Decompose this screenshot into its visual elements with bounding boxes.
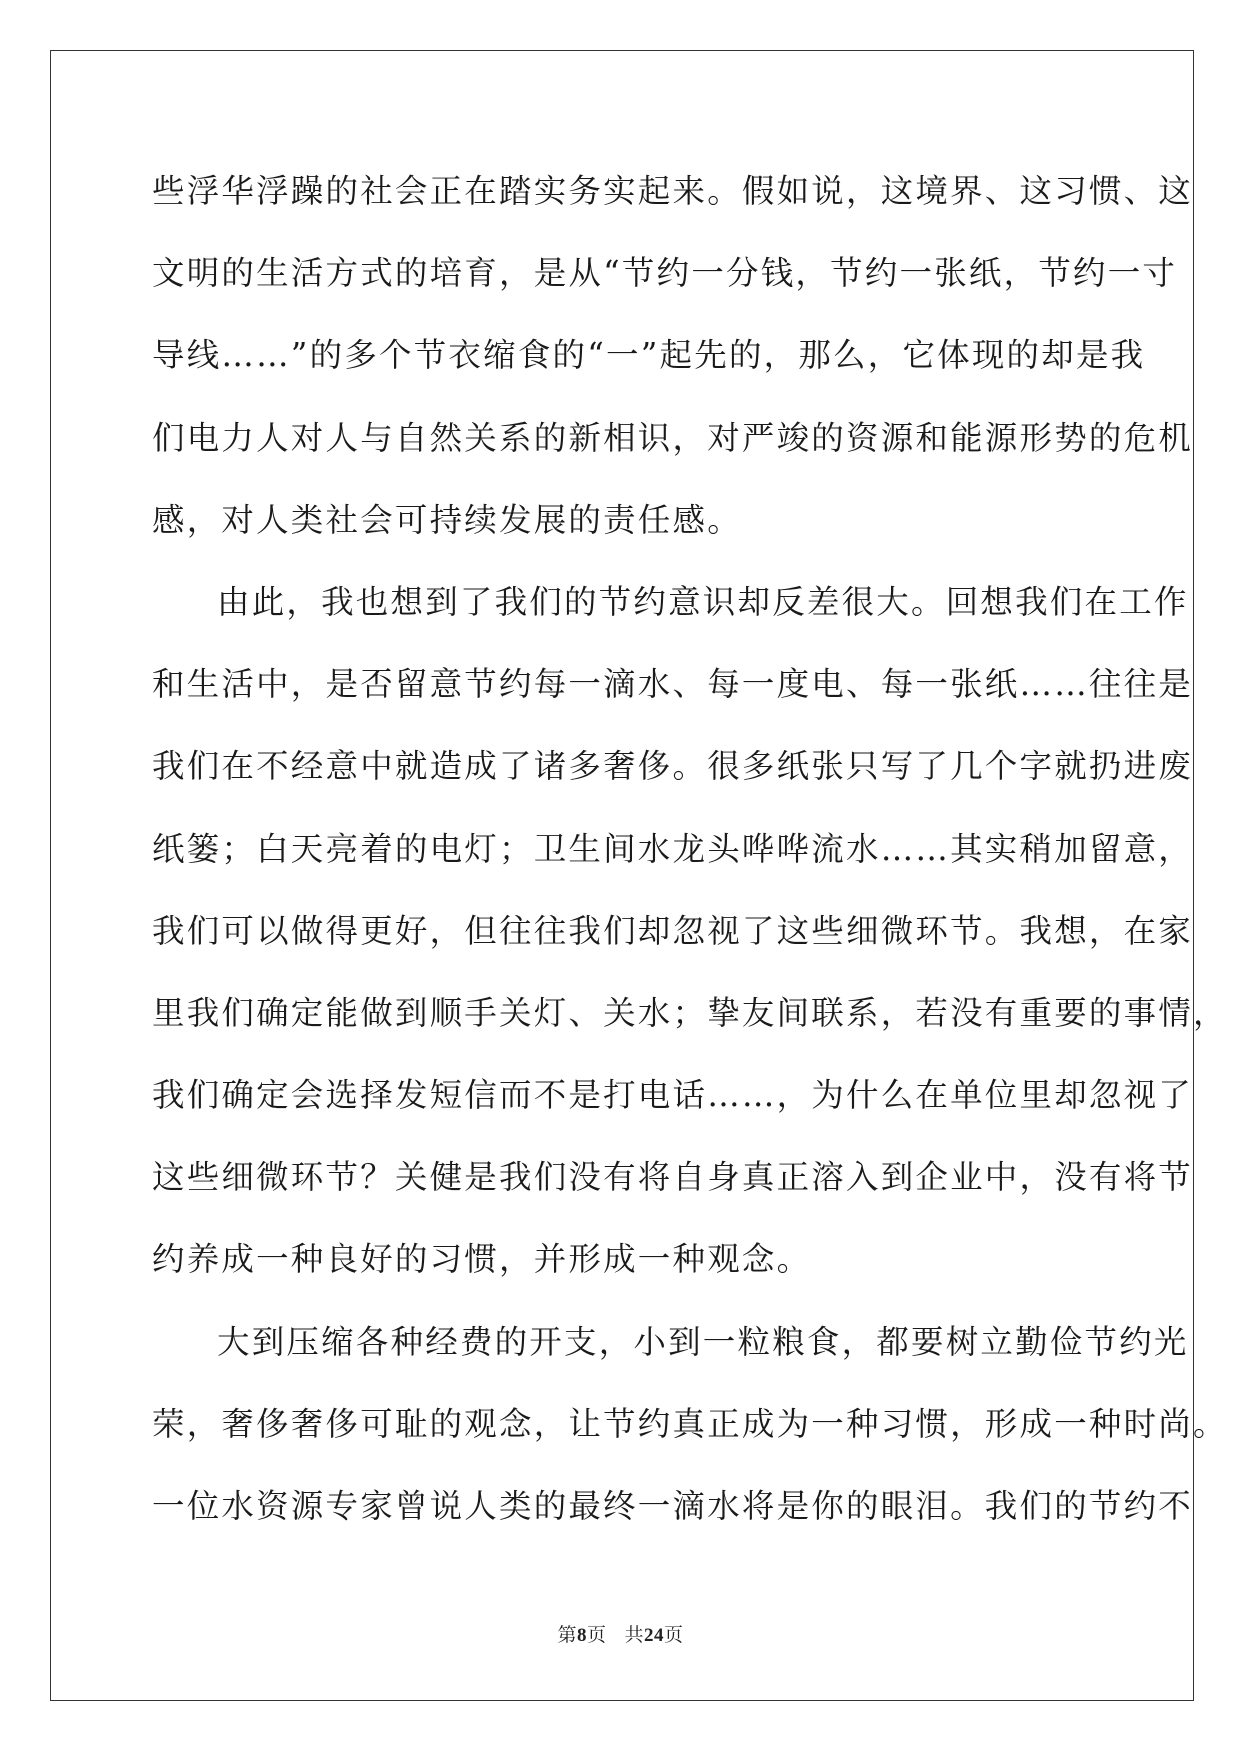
text-line: 我们在不经意中就造成了诸多奢侈。很多纸张只写了几个字就扔进废: [152, 747, 1194, 786]
text-line: 和生活中，是否留意节约每一滴水、每一度电、每一张纸……往往是: [152, 665, 1194, 704]
text-line: 纸篓；白天亮着的电灯；卫生间水龙头哗哗流水……其实稍加留意，: [152, 829, 1194, 868]
text-line: 由此，我也想到了我们的节约意识却反差很大。回想我们在工作: [217, 582, 1189, 621]
text-line: 我们可以做得更好，但往往我们却忽视了这些细微环节。我想，在家: [152, 911, 1194, 950]
document-body: [152, 163, 1228, 1560]
footer-prefix: 第: [557, 1625, 577, 1646]
text-line: 里我们确定能做到顺手关灯、关水；挚友间联系，若没有重要的事情，: [152, 993, 1228, 1032]
text-line: 我们确定会选择发短信而不是打电话……，为什么在单位里却忽视了: [152, 1076, 1194, 1115]
text-line: 约养成一种良好的习惯，并形成一种观念。: [152, 1240, 812, 1279]
text-line: 荣，奢侈奢侈可耻的观念，让节约真正成为一种习惯，形成一种时尚。: [152, 1404, 1228, 1443]
text-line: 些浮华浮躁的社会正在踏实务实起来。假如说，这境界、这习惯、这: [152, 172, 1194, 210]
footer-total-suffix: 页: [664, 1625, 684, 1646]
text-line: 一位水资源专家曾说人类的最终一滴水将是你的眼泪。我们的节约不: [152, 1487, 1194, 1525]
total-pages-number: 24: [644, 1625, 665, 1646]
page-footer: [0, 1620, 1241, 1647]
text-line: 感，对人类社会可持续发展的责任感。: [152, 500, 742, 539]
text-line: 文明的生活方式的培育，是从“节约一分钱，节约一张纸，节约一寸: [152, 254, 1178, 293]
text-line: 们电力人对人与自然关系的新相识，对严竣的资源和能源形势的危机: [152, 418, 1194, 457]
footer-total-prefix: 共: [624, 1625, 645, 1646]
text-line: 这些细微环节？关健是我们没有将自身真正溶入到企业中，没有将节: [152, 1158, 1194, 1197]
current-page-number: 8: [576, 1625, 587, 1646]
text-line: 导线……”的多个节衣缩食的“一”起先的，那么，它体现的却是我: [152, 336, 1146, 375]
text-line: 大到压缩各种经费的开支，小到一粒粮食，都要树立勤俭节约光: [217, 1322, 1189, 1361]
footer-page-suffix: 页: [586, 1625, 607, 1646]
